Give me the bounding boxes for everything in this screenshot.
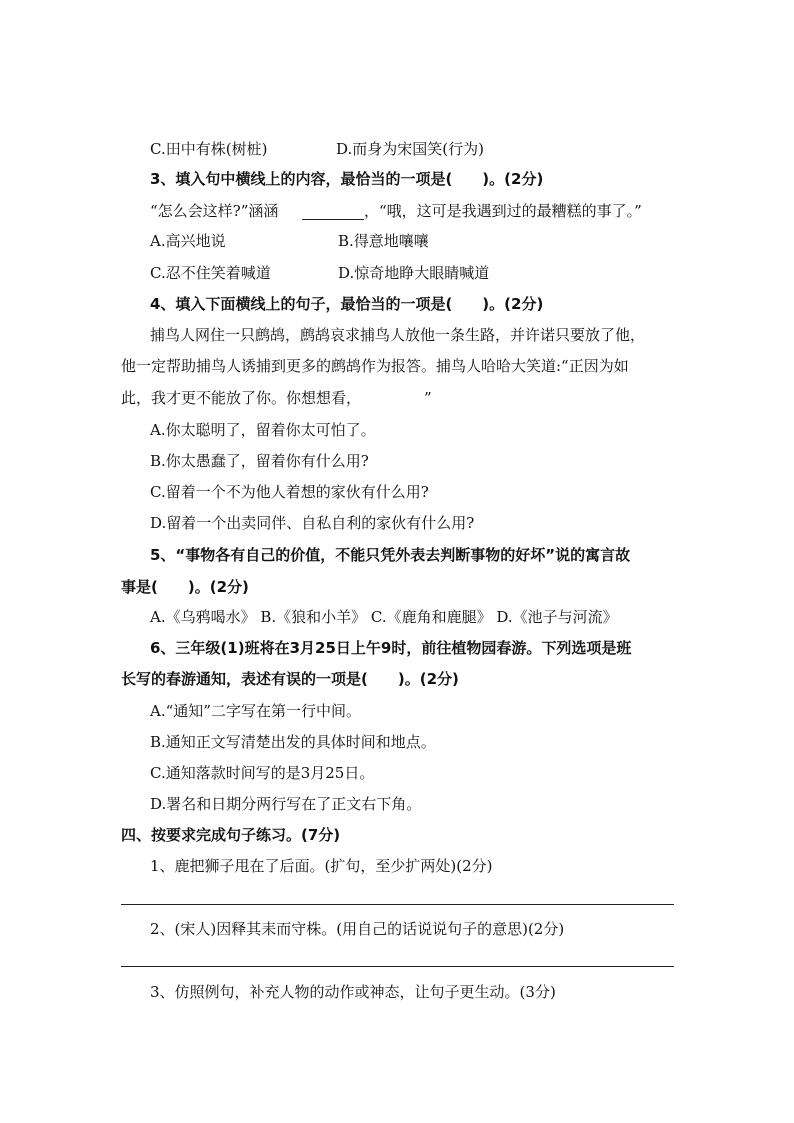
question-4-passage-line-1: 捕鸟人网住一只鹧鸪，鹧鸪哀求捕鸟人放他一条生路，并许诺只要放了他， — [150, 326, 646, 344]
answer-line-1 — [121, 904, 674, 905]
option-b-q3: B.得意地嚷嚷 — [338, 232, 429, 250]
option-c-q2: C.田中有株(树桩) — [150, 140, 268, 158]
closing-quote-mark: ” — [424, 389, 432, 407]
answer-blank-underline — [302, 219, 364, 220]
exercise-2-prompt: 2、(宋人)因释其耒而守株。(用自己的话说说句子的意思)(2分) — [150, 920, 565, 938]
option-c-q4: C.留着一个不为他人着想的家伙有什么用? — [150, 483, 429, 501]
option-b-q6: B.通知正文写清楚出发的具体时间和地点。 — [150, 733, 436, 751]
question-6-heading: 6、三年级(1)班将在3月25日上午9时，前往植物园春游。下列选项是班 — [150, 639, 632, 657]
question-3-sentence-end: ，“哦，这可是我遇到过的最糟糕的事了。” — [364, 202, 642, 220]
option-c-q6: C.通知落款时间写的是3月25日。 — [150, 764, 375, 782]
exercise-1-prompt: 1、鹿把狮子甩在了后面。(扩句，至少扩两处)(2分) — [150, 857, 493, 875]
question-6-heading-cont: 长写的春游通知，表述有误的一项是( )。(2分) — [121, 670, 459, 688]
question-3-sentence-start: “怎么会这样?”涵涵 — [150, 202, 279, 220]
option-a-q6: A.“通知”二字写在第一行中间。 — [150, 702, 361, 720]
question-5-heading: 5、“事物各有自己的价值，不能只凭外表去判断事物的好坏”说的寓言故 — [150, 546, 631, 564]
option-d-q2: D.而身为宋国笑(行为) — [336, 140, 484, 158]
option-a-q3: A.高兴地说 — [150, 232, 226, 250]
option-a-q4: A.你太聪明了，留着你太可怕了。 — [150, 421, 376, 439]
option-d-q3: D.惊奇地睁大眼睛喊道 — [338, 264, 490, 282]
question-5-heading-cont: 事是( )。(2分) — [121, 578, 249, 596]
answer-line-2 — [121, 966, 674, 967]
options-q5: A.《乌鸦喝水》 B.《狼和小羊》 C.《鹿角和鹿腿》 D.《池子与河流》 — [150, 608, 618, 626]
option-d-q4: D.留着一个出卖同伴、自私自利的家伙有什么用? — [150, 514, 475, 532]
question-4-heading: 4、填入下面横线上的句子，最恰当的一项是( )。(2分) — [150, 295, 544, 313]
section-4-heading: 四、按要求完成句子练习。(7分) — [121, 826, 341, 844]
question-3-heading: 3、填入句中横线上的内容，最恰当的一项是( )。(2分) — [150, 170, 544, 188]
question-4-passage-line-3: 此，我才更不能放了你。你想想看， — [121, 389, 362, 407]
option-b-q4: B.你太愚蠢了，留着你有什么用? — [150, 452, 369, 470]
option-d-q6: D.署名和日期分两行写在了正文右下角。 — [150, 795, 422, 813]
exercise-3-prompt: 3、仿照例句，补充人物的动作或神态，让句子更生动。(3分) — [150, 983, 556, 1001]
question-4-passage-line-2: 他一定帮助捕鸟人诱捕到更多的鹧鸪作为报答。捕鸟人哈哈大笑道:“正因为如 — [121, 357, 629, 375]
option-c-q3: C.忍不住笑着喊道 — [150, 264, 271, 282]
